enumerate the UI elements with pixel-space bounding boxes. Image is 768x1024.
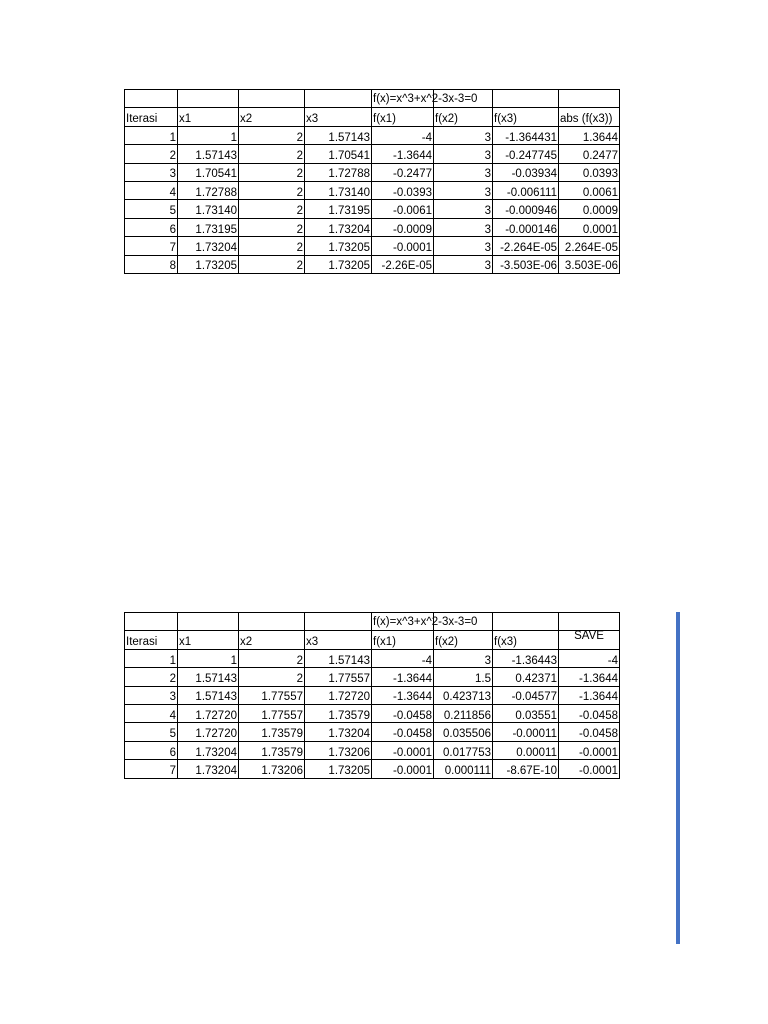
- table-cell: 1.57143: [178, 686, 239, 704]
- table-cell: 1.77557: [305, 668, 372, 686]
- table-cell: 3: [125, 163, 178, 181]
- table-cell: -1.364431: [493, 126, 559, 144]
- table-cell: -0.0001: [559, 760, 620, 778]
- table-cell: 6: [125, 741, 178, 759]
- table-row: [125, 760, 620, 778]
- formula-cell: [372, 613, 478, 631]
- table-cell: -0.03934: [493, 163, 559, 181]
- formula-cell: [372, 90, 478, 108]
- table-cell: 1.73204: [178, 741, 239, 759]
- table-cell: 1.5: [434, 668, 493, 686]
- column-header: x2: [239, 631, 305, 649]
- empty-cell: [305, 613, 372, 631]
- table-cell: 4: [125, 181, 178, 199]
- table-cell: 1.77557: [239, 704, 305, 722]
- table-row: [125, 163, 620, 181]
- table-row: [125, 741, 620, 759]
- formula-text: f(x)=x^3+x^2-3x-3=0: [373, 615, 478, 628]
- table-cell: 3.503E-06: [559, 255, 620, 273]
- table-cell: 0.017753: [434, 741, 493, 759]
- table-cell: 1.73579: [239, 723, 305, 741]
- table-cell: 1.73205: [305, 255, 372, 273]
- table-cell: 3: [434, 237, 493, 255]
- table-cell: 7: [125, 237, 178, 255]
- table-cell: 2: [125, 668, 178, 686]
- column-header: x1: [178, 631, 239, 649]
- table-cell: 1.73206: [239, 760, 305, 778]
- column-header: x3: [305, 631, 372, 649]
- table-cell: -4: [372, 126, 434, 144]
- table-cell: -0.00011: [493, 723, 559, 741]
- table-cell: 2: [239, 649, 305, 667]
- iteration-table-2: [124, 612, 620, 779]
- table-cell: 2: [239, 668, 305, 686]
- header-row: [125, 631, 620, 649]
- table-row: [125, 649, 620, 667]
- table-cell: 2.264E-05: [559, 237, 620, 255]
- empty-cell: [125, 613, 178, 631]
- table-cell: 2: [239, 181, 305, 199]
- table-cell: 2: [125, 145, 178, 163]
- table-cell: 3: [434, 163, 493, 181]
- table-cell: 2: [239, 255, 305, 273]
- table-cell: 0.00011: [493, 741, 559, 759]
- table-cell: 1.57143: [178, 145, 239, 163]
- table-cell: 0.035506: [434, 723, 493, 741]
- table-cell: 6: [125, 218, 178, 236]
- table-cell: -1.3644: [372, 686, 434, 704]
- empty-cell: [125, 90, 178, 108]
- table-cell: 1.73140: [305, 181, 372, 199]
- table-cell: -0.0393: [372, 181, 434, 199]
- table-cell: 0.0061: [559, 181, 620, 199]
- table-cell: 3: [434, 649, 493, 667]
- table-cell: -0.0001: [372, 237, 434, 255]
- empty-cell: [178, 613, 239, 631]
- table-cell: -8.67E-10: [493, 760, 559, 778]
- empty-cell: [239, 90, 305, 108]
- table-cell: -0.0061: [372, 200, 434, 218]
- empty-cell: [493, 613, 559, 631]
- table-cell: 1.73204: [305, 218, 372, 236]
- column-header: f(x3): [493, 631, 559, 649]
- table-cell: 5: [125, 723, 178, 741]
- table-cell: -1.3644: [372, 668, 434, 686]
- table-cell: 3: [434, 126, 493, 144]
- table-cell: -0.0009: [372, 218, 434, 236]
- empty-cell: [305, 90, 372, 108]
- empty-cell: [493, 90, 559, 108]
- table-cell: 1: [178, 126, 239, 144]
- table-cell: 2: [239, 163, 305, 181]
- table-cell: 1.73204: [178, 237, 239, 255]
- table-cell: -0.0001: [372, 741, 434, 759]
- table-cell: 5: [125, 200, 178, 218]
- table-cell: 3: [125, 686, 178, 704]
- table-cell: 2: [239, 237, 305, 255]
- table-cell: 1.73205: [178, 255, 239, 273]
- table-cell: -3.503E-06: [493, 255, 559, 273]
- table-row: [125, 145, 620, 163]
- table-row: [125, 686, 620, 704]
- table-cell: 1.72788: [305, 163, 372, 181]
- column-header: Iterasi: [125, 631, 178, 649]
- table-cell: 7: [125, 760, 178, 778]
- iteration-table-1: [124, 89, 620, 274]
- formula-row: [125, 90, 620, 108]
- table-cell: 1.3644: [559, 126, 620, 144]
- column-header: f(x1): [372, 631, 434, 649]
- table-cell: 1: [178, 649, 239, 667]
- table-cell: 2: [239, 126, 305, 144]
- table-cell: 1.73204: [178, 760, 239, 778]
- table-row: [125, 200, 620, 218]
- table-cell: -0.000146: [493, 218, 559, 236]
- table-cell: -0.006111: [493, 181, 559, 199]
- empty-cell: [559, 613, 620, 631]
- table-cell: 0.2477: [559, 145, 620, 163]
- column-header: abs (f(x3)): [559, 108, 620, 126]
- table-cell: 2: [239, 200, 305, 218]
- table-cell: 3: [434, 145, 493, 163]
- table-cell: 1.73140: [178, 200, 239, 218]
- column-header: SAVE: [559, 631, 620, 649]
- table-cell: -2.264E-05: [493, 237, 559, 255]
- table-cell: -0.04577: [493, 686, 559, 704]
- table-cell: 1: [125, 649, 178, 667]
- table-cell: 1.73579: [239, 741, 305, 759]
- table-cell: -2.26E-05: [372, 255, 434, 273]
- column-header: f(x3): [493, 108, 559, 126]
- table-cell: 0.000111: [434, 760, 493, 778]
- table-cell: -4: [559, 649, 620, 667]
- table-cell: -0.247745: [493, 145, 559, 163]
- table-cell: 1.73206: [305, 741, 372, 759]
- table-cell: -0.0458: [372, 723, 434, 741]
- table-cell: -1.3644: [372, 145, 434, 163]
- column-header: f(x1): [372, 108, 434, 126]
- table-cell: -0.0458: [372, 704, 434, 722]
- table-cell: 1.77557: [239, 686, 305, 704]
- table-cell: -0.0001: [559, 741, 620, 759]
- table-cell: 1.73204: [305, 723, 372, 741]
- vertical-accent-line: [676, 612, 680, 944]
- table-row: [125, 218, 620, 236]
- table-cell: -0.000946: [493, 200, 559, 218]
- table-cell: 0.0393: [559, 163, 620, 181]
- table-cell: -0.2477: [372, 163, 434, 181]
- table-cell: 1.70541: [178, 163, 239, 181]
- table-cell: -0.0458: [559, 704, 620, 722]
- table-cell: 0.423713: [434, 686, 493, 704]
- table-row: [125, 126, 620, 144]
- table-cell: 1.57143: [305, 649, 372, 667]
- empty-cell: [178, 90, 239, 108]
- table-cell: 1.72720: [305, 686, 372, 704]
- empty-cell: [559, 90, 620, 108]
- table-cell: -0.0458: [559, 723, 620, 741]
- table-cell: 1.70541: [305, 145, 372, 163]
- column-header: x2: [239, 108, 305, 126]
- table-cell: 2: [239, 145, 305, 163]
- table-cell: 1.57143: [305, 126, 372, 144]
- formula-text: f(x)=x^3+x^2-3x-3=0: [373, 92, 478, 105]
- table-cell: 1.73195: [305, 200, 372, 218]
- table-cell: 0.0009: [559, 200, 620, 218]
- table-row: [125, 668, 620, 686]
- table-cell: -1.3644: [559, 686, 620, 704]
- column-header: x3: [305, 108, 372, 126]
- table-cell: 3: [434, 181, 493, 199]
- table-row: [125, 255, 620, 273]
- table-row: [125, 181, 620, 199]
- table-cell: 8: [125, 255, 178, 273]
- table-cell: 1.72788: [178, 181, 239, 199]
- table-cell: 0.42371: [493, 668, 559, 686]
- table-cell: 1.73205: [305, 760, 372, 778]
- table-cell: 1.73195: [178, 218, 239, 236]
- table-cell: 1.57143: [178, 668, 239, 686]
- column-header: f(x2): [434, 631, 493, 649]
- table-cell: 1.73205: [305, 237, 372, 255]
- table-cell: 0.0001: [559, 218, 620, 236]
- table-cell: 3: [434, 200, 493, 218]
- table-cell: -4: [372, 649, 434, 667]
- table-cell: -0.0001: [372, 760, 434, 778]
- column-header: Iterasi: [125, 108, 178, 126]
- header-row: [125, 108, 620, 126]
- column-header: x1: [178, 108, 239, 126]
- table-cell: -1.3644: [559, 668, 620, 686]
- column-header: f(x2): [434, 108, 493, 126]
- table-cell: 1.73579: [305, 704, 372, 722]
- table-cell: 3: [434, 218, 493, 236]
- table-cell: 3: [434, 255, 493, 273]
- table-cell: 4: [125, 704, 178, 722]
- table-cell: -1.36443: [493, 649, 559, 667]
- formula-row: [125, 613, 620, 631]
- table-cell: 0.211856: [434, 704, 493, 722]
- table-row: [125, 704, 620, 722]
- table-cell: 2: [239, 218, 305, 236]
- table-row: [125, 237, 620, 255]
- table-cell: 1.72720: [178, 723, 239, 741]
- table-cell: 1: [125, 126, 178, 144]
- table-cell: 1.72720: [178, 704, 239, 722]
- empty-cell: [239, 613, 305, 631]
- table-row: [125, 723, 620, 741]
- table-cell: 0.03551: [493, 704, 559, 722]
